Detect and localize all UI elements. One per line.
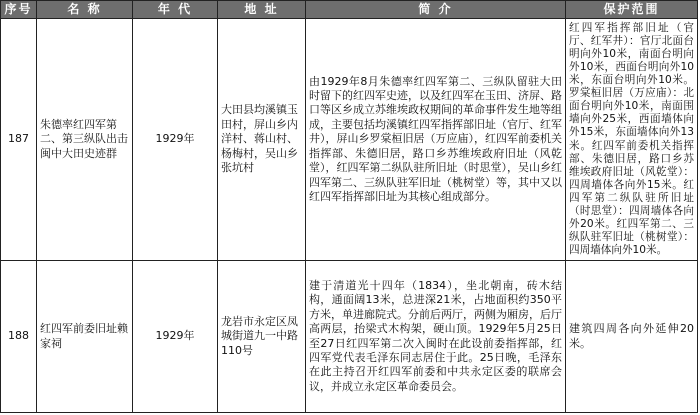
site-era: 1929年 bbox=[133, 19, 218, 261]
site-address: 大田县均溪镇玉田村，屏山乡内洋村、蒋山村、杨梅村，吴山乡张坑村 bbox=[218, 19, 306, 261]
table-row bbox=[1, 19, 698, 261]
site-description: 由1929年8月朱德率红四军第二、三纵队留驻大田时留下的红四军史迹，以及红四军在玉田、济屏、路口等区乡成立苏维埃政权期间的革命事件发生地等组成，主要包括均溪镇红四军指挥部旧址（官厅、红军井），屏山乡罗棠桓旧居（万应庙），红四军前委机关指挥部、朱德旧居，路口乡苏维埃政府旧址（风乾堂），红四军第二纵队驻所旧址（时思堂），吴山乡红四军第二、三纵队驻军旧址（桃树堂）等，其中又以红四军指挥部旧址为其核心组成部分。 bbox=[306, 19, 566, 261]
site-name: 红四军前委旧址赖家祠 bbox=[37, 261, 133, 413]
protection-range: 建筑四周各向外延伸20米。 bbox=[566, 261, 698, 413]
site-era: 1929年 bbox=[133, 261, 218, 413]
header-description: 简 介 bbox=[306, 1, 566, 19]
header-era: 年 代 bbox=[133, 1, 218, 19]
site-address: 龙岩市永定区凤城街道九一中路110号 bbox=[218, 261, 306, 413]
header-protection: 保护范围 bbox=[566, 1, 698, 19]
table-row bbox=[1, 261, 698, 413]
header-no: 序号 bbox=[1, 1, 37, 19]
header-row bbox=[1, 1, 698, 19]
site-name: 朱德率红四军第二、第三纵队出击闽中大田史迹群 bbox=[37, 19, 133, 261]
header-address: 地 址 bbox=[218, 1, 306, 19]
site-description: 建于清道光十四年（1834），坐北朝南，砖木结构，通面阔13米，总进深21米，占地面积约350平方米，单进廊院式。分前后两厅，两侧为厢房，后厅高两层，抬梁式木构架，硬山顶。1929年5月25日至27日红四军第二次入闽时在此设前委指挥部，红四军党代表毛泽东同志居住于此。25日晚，毛泽东在此主持召开红四军前委和中共永定区委的联席会议，并成立永定区革命委员会。 bbox=[306, 261, 566, 413]
row-number: 188 bbox=[1, 261, 37, 413]
protection-range: 红四军指挥部旧址（官厅、红军井）：官厅北面台明向外10米，南面台明向外10米，西面台明向外10米，东面台明向外10米。罗棠桓旧居（万应庙）：北面台明向外10米，南面围墙向外25米，西面墙体向外15米，东面墙体向外13米。红四军前委机关指挥部、朱德旧居，路口乡苏维埃政府旧址（风乾堂）：四周墙体各向外15米。红四军第二纵队驻所旧址（时思堂）：四周墙体各向外20米。红四军第二、三纵队驻军旧址（桃树堂）：四周墙体向外10米。 bbox=[566, 19, 698, 261]
row-number: 187 bbox=[1, 19, 37, 261]
header-name: 名 称 bbox=[37, 1, 133, 19]
